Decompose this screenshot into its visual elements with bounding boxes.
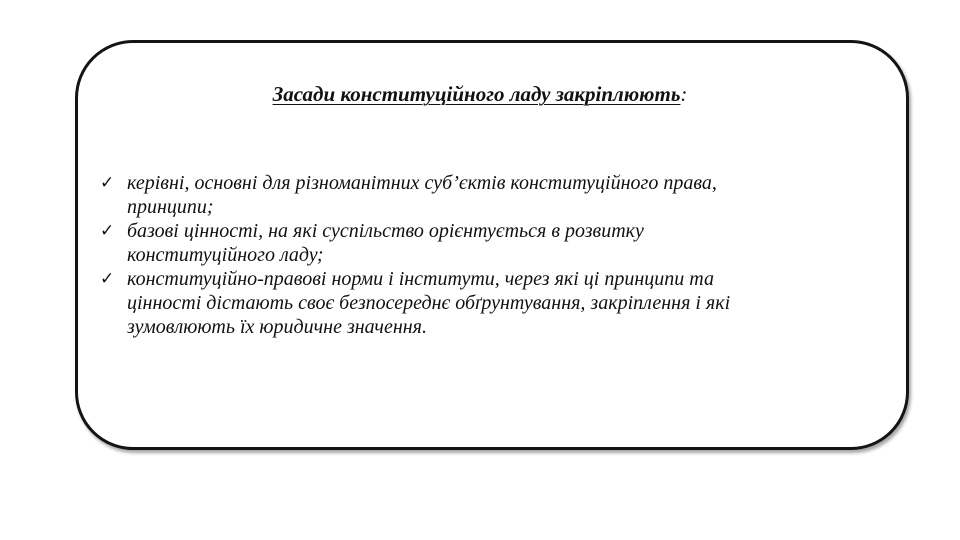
- check-icon: ✓: [100, 269, 115, 289]
- list-item: [100, 219, 880, 267]
- list-item-line: принципи;: [127, 196, 214, 218]
- page-title: [0, 81, 960, 107]
- title-colon: :: [680, 82, 688, 106]
- list-item: [100, 267, 880, 339]
- title-text: Засади конституційного ладу закріплюють: [272, 82, 681, 106]
- list-item: [100, 171, 880, 219]
- check-icon: ✓: [100, 173, 115, 193]
- list-item-line: цінності дістають своє безпосереднє обґрунтування, закріплення і які: [127, 292, 731, 314]
- principles-list: [100, 171, 880, 339]
- list-item-line: конституційно-правові норми і інститути, через які ці принципи та: [127, 268, 714, 290]
- list-item-line: базові цінності, на які суспільство орієнтується в розвитку: [127, 220, 644, 242]
- list-item-line: керівні, основні для різноманітних суб’єктів конституційного права,: [127, 172, 717, 194]
- list-item-line: зумовлюють їх юридичне значення.: [127, 316, 427, 338]
- check-icon: ✓: [100, 221, 115, 241]
- list-item-line: конституційного ладу;: [127, 244, 324, 266]
